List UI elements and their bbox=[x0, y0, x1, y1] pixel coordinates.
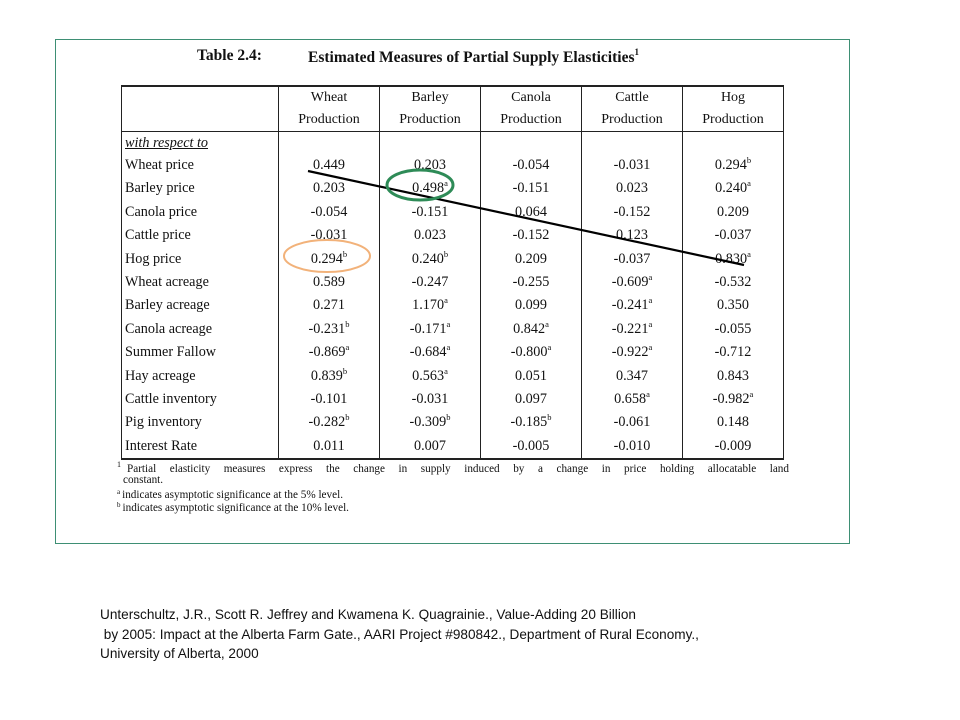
row-label: Hog price bbox=[122, 248, 279, 271]
significance-mark: a bbox=[648, 318, 653, 329]
citation-line-2: by 2005: Impact at the Alberta Farm Gate., AARI Project #980842., Department of Rural Economy., bbox=[100, 627, 699, 642]
cell-value: 0.203 bbox=[414, 157, 446, 173]
cell-value: 0.449 bbox=[313, 157, 345, 173]
cell-value: -0.101 bbox=[310, 391, 348, 408]
significance-mark: a bbox=[444, 365, 448, 376]
row-label: Canola acreage bbox=[122, 318, 279, 341]
footnote-b-mark: b bbox=[117, 501, 121, 509]
significance-mark: a bbox=[747, 178, 751, 189]
footnote-1-text: Partial elasticity measures express the change in supply induced by a change in price holding allocatable land bbox=[127, 463, 789, 475]
footnote-1-mark: 1 bbox=[117, 460, 121, 469]
citation-line-1: Unterschultz, J.R., Scott R. Jeffrey and Kwamena K. Quagrainie., Value-Adding 20 Billion bbox=[100, 607, 636, 622]
cell-value: -0.982 bbox=[712, 391, 750, 408]
column-header: Production bbox=[279, 109, 380, 132]
significance-mark: b bbox=[342, 365, 348, 376]
cell-value: 0.843 bbox=[717, 367, 749, 384]
cell-value: -0.171 bbox=[409, 320, 447, 337]
column-header: Production bbox=[683, 109, 784, 132]
row-label: Wheat acreage bbox=[122, 271, 279, 294]
footnote-a-mark: a bbox=[117, 488, 121, 496]
cell-value: -0.922 bbox=[611, 344, 649, 361]
cell-value: -0.609 bbox=[611, 274, 649, 291]
significance-mark: a bbox=[446, 318, 451, 329]
cell-value: -0.151 bbox=[411, 203, 449, 220]
column-header: Production bbox=[481, 109, 582, 132]
citation-line-3: University of Alberta, 2000 bbox=[100, 646, 259, 661]
cell-value: -0.037 bbox=[613, 250, 651, 267]
cell-value: -0.037 bbox=[714, 227, 752, 244]
cell-value: 0.123 bbox=[616, 227, 648, 244]
cell-value: 0.830 bbox=[715, 250, 748, 267]
cell-value: -0.712 bbox=[714, 344, 752, 361]
column-header: Wheat bbox=[279, 86, 380, 109]
significance-mark: b bbox=[443, 248, 449, 259]
cell-value: 0.064 bbox=[515, 203, 547, 220]
cell-value: 0.097 bbox=[515, 391, 547, 408]
significance-mark: a bbox=[648, 272, 653, 283]
cell-value: -0.151 bbox=[512, 180, 550, 197]
significance-mark: a bbox=[749, 389, 754, 400]
significance-mark: a bbox=[747, 248, 751, 259]
significance-mark: b bbox=[446, 412, 451, 423]
significance-mark: b bbox=[746, 155, 752, 165]
footnote-b bbox=[117, 501, 349, 514]
row-label: Hay acreage bbox=[122, 365, 279, 388]
row-label: Cattle price bbox=[122, 224, 279, 247]
significance-mark: b bbox=[345, 318, 350, 329]
cell-value: -0.282 bbox=[308, 414, 346, 431]
cell-value: -0.532 bbox=[714, 274, 752, 291]
significance-mark: a bbox=[345, 342, 350, 353]
significance-mark: a bbox=[547, 342, 552, 353]
cell-value: 0.209 bbox=[515, 250, 547, 267]
significance-mark: b bbox=[342, 248, 348, 259]
cell-value: 1.170 bbox=[412, 297, 445, 314]
cell-value: 0.203 bbox=[313, 180, 345, 197]
cell-value: -0.031 bbox=[613, 157, 651, 173]
cell-value: -0.009 bbox=[714, 437, 752, 454]
footnote-1 bbox=[117, 460, 789, 475]
cell-value: 0.099 bbox=[515, 297, 547, 314]
cell-value: 0.842 bbox=[513, 320, 546, 337]
row-label: Pig inventory bbox=[122, 411, 279, 434]
significance-mark: a bbox=[545, 318, 549, 329]
column-header: Canola bbox=[481, 86, 582, 109]
orange-highlight-circle bbox=[284, 240, 370, 272]
cell-value: -0.309 bbox=[409, 414, 447, 431]
cell-value: -0.005 bbox=[512, 437, 550, 454]
cell-value: -0.221 bbox=[611, 320, 649, 337]
cell-value: 0.148 bbox=[717, 414, 749, 431]
cell-value: -0.255 bbox=[512, 274, 550, 291]
cell-value: 0.498 bbox=[412, 180, 445, 197]
cell-value: 0.347 bbox=[616, 367, 648, 384]
cell-value: 0.051 bbox=[515, 367, 547, 384]
cell-value: -0.061 bbox=[613, 414, 651, 431]
significance-mark: a bbox=[648, 342, 653, 353]
table-title-note-mark: 1 bbox=[634, 47, 639, 57]
cell-value: 0.007 bbox=[414, 437, 446, 454]
footnote-a bbox=[117, 488, 343, 501]
row-label: Barley acreage bbox=[122, 294, 279, 317]
cell-value: 0.839 bbox=[310, 367, 343, 384]
cell-value: 0.350 bbox=[717, 297, 749, 314]
table-title-text: Estimated Measures of Partial Supply Elasticities bbox=[308, 49, 635, 66]
column-header: Production bbox=[582, 109, 683, 132]
cell-value: -0.010 bbox=[613, 437, 651, 454]
cell-value: -0.247 bbox=[411, 274, 449, 291]
cell-value: 0.209 bbox=[717, 203, 749, 220]
footnote-1-continued: constant. bbox=[123, 474, 164, 486]
column-header: Production bbox=[380, 109, 481, 132]
column-header: Hog bbox=[683, 86, 784, 109]
cell-value: -0.055 bbox=[714, 320, 752, 337]
cell-value: -0.800 bbox=[510, 344, 548, 361]
row-label: Cattle inventory bbox=[122, 388, 279, 411]
significance-mark: a bbox=[646, 389, 650, 400]
significance-mark: a bbox=[648, 295, 653, 306]
cell-value: 0.023 bbox=[616, 180, 648, 197]
cell-value: 0.240 bbox=[715, 180, 748, 197]
cell-value: -0.231 bbox=[308, 320, 346, 337]
table-number: Table 2.4: bbox=[197, 47, 262, 64]
cell-value: -0.054 bbox=[512, 157, 550, 173]
significance-mark: a bbox=[446, 342, 451, 353]
cell-value: 0.658 bbox=[614, 391, 647, 408]
cell-value: 0.294 bbox=[310, 250, 343, 267]
significance-mark: b bbox=[547, 412, 552, 423]
row-label: Barley price bbox=[122, 177, 279, 200]
cell-value: -0.054 bbox=[310, 203, 348, 220]
cell-value: -0.031 bbox=[411, 391, 449, 408]
cell-value: 0.271 bbox=[313, 297, 345, 314]
footnote-a-text: indicates asymptotic significance at the 5% level. bbox=[122, 489, 343, 501]
cell-value: -0.684 bbox=[409, 344, 447, 361]
row-label: Canola price bbox=[122, 201, 279, 224]
cell-value: -0.241 bbox=[611, 297, 649, 314]
cell-value: 0.563 bbox=[412, 367, 445, 384]
significance-mark: a bbox=[444, 295, 448, 306]
significance-mark: a bbox=[444, 178, 448, 189]
column-header: Cattle bbox=[582, 86, 683, 109]
cell-value: -0.869 bbox=[308, 344, 346, 361]
cell-value: -0.152 bbox=[512, 227, 550, 244]
cell-value: 0.023 bbox=[414, 227, 446, 244]
row-label: Wheat price bbox=[122, 154, 279, 177]
cell-value: -0.031 bbox=[310, 227, 348, 244]
footnote-b-text: indicates asymptotic significance at the 10% level. bbox=[122, 502, 349, 514]
cell-value: 0.589 bbox=[313, 274, 345, 291]
column-header: Barley bbox=[380, 86, 481, 109]
row-label: Summer Fallow bbox=[122, 341, 279, 364]
significance-mark: b bbox=[345, 412, 350, 423]
cell-value: 0.294 bbox=[714, 157, 747, 173]
row-label: Interest Rate bbox=[122, 435, 279, 459]
with-respect-to-label: with respect to bbox=[122, 132, 279, 155]
cell-value: -0.152 bbox=[613, 203, 651, 220]
cell-value: 0.240 bbox=[411, 250, 444, 267]
cell-value: 0.011 bbox=[313, 437, 345, 454]
cell-value: -0.185 bbox=[510, 414, 548, 431]
diagonal-annotation-line bbox=[308, 171, 744, 265]
